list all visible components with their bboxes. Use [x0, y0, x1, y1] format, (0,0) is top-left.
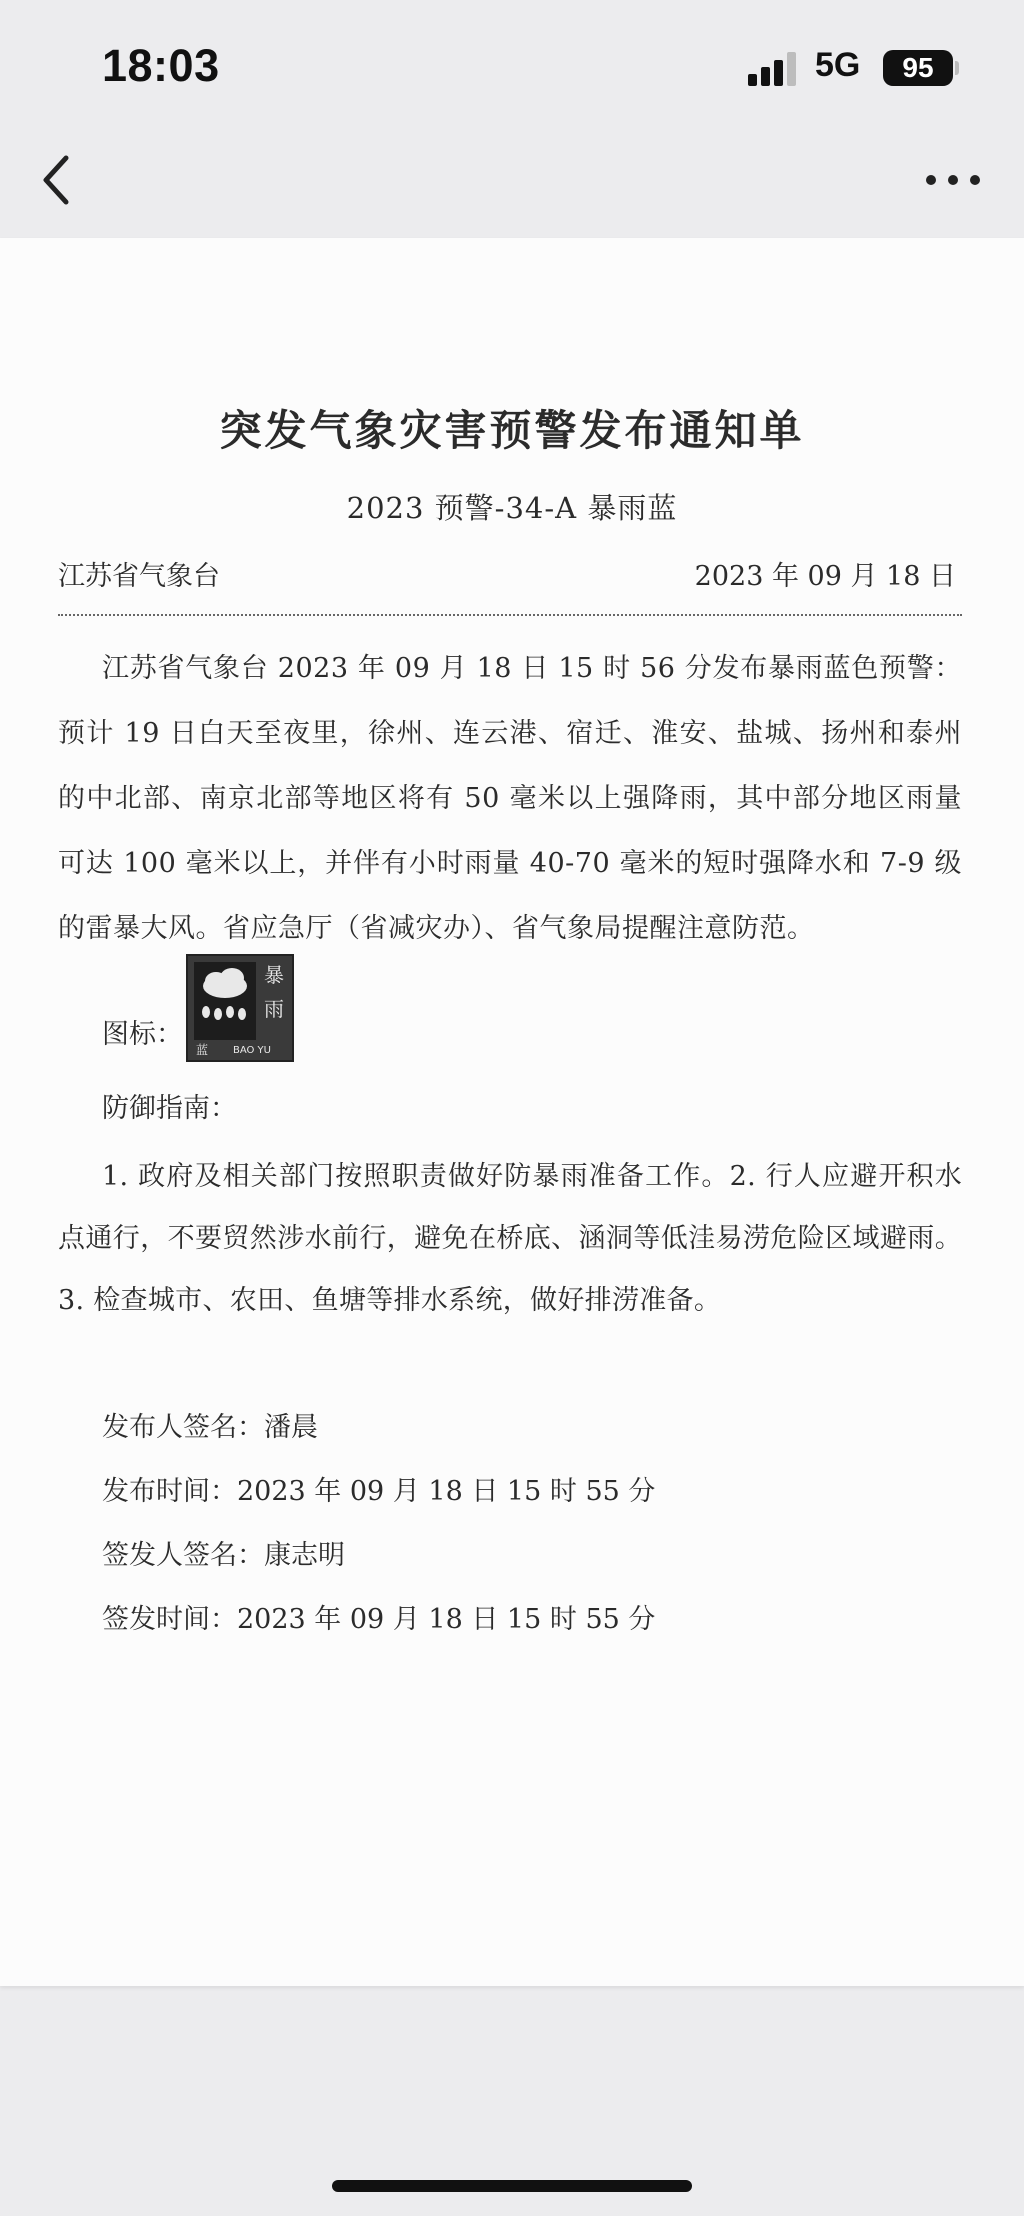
battery-tip	[955, 61, 959, 75]
issue-date: 2023 年 09 月 18 日	[694, 561, 956, 592]
warning-icon-char-bottom: 雨	[264, 997, 284, 1021]
cellular-signal-icon	[748, 52, 800, 86]
signature-block	[102, 1396, 922, 1652]
nav-bar	[0, 120, 1024, 240]
status-bar	[0, 0, 1024, 120]
warning-icon-level: 蓝	[195, 1043, 209, 1057]
approver-signature: 签发人签名：康志明	[102, 1540, 345, 1571]
rainstorm-blue-warning-icon	[186, 954, 294, 1062]
divider	[58, 614, 962, 616]
document-title: 突发气象灾害预警发布通知单	[219, 406, 805, 455]
home-indicator[interactable]	[332, 2180, 692, 2192]
document-page	[0, 238, 1024, 1986]
document-subtitle: 2023 预警-34-A 暴雨蓝	[346, 491, 678, 525]
battery-icon	[883, 50, 953, 86]
publisher-signature: 发布人签名：潘晨	[102, 1412, 318, 1443]
network-type: 5G	[815, 46, 861, 84]
chevron-left-icon[interactable]	[36, 150, 76, 210]
battery-level: 95	[902, 52, 934, 83]
guide-heading: 防御指南：	[102, 1093, 237, 1124]
ellipsis-icon[interactable]	[922, 162, 984, 198]
warning-icon-char-top: 暴	[264, 963, 284, 987]
warning-body: 江苏省气象台 2023 年 09 月 18 日 15 时 56 分发布暴雨蓝色预警：预计 19 日白天至夜里，徐州、连云港、宿迁、淮安、盐城、扬州和泰州的中北部、南京北部等地区将有 50 毫米以上强降雨，其中部分地区雨量可达 100 毫米以上，并伴有小时雨量 40-70 毫米的短时强降水和 7-9 级的雷暴大风。省应急厅（省减灾办）、省气象局提醒注意防范。	[58, 653, 962, 944]
guide-body: 1. 政府及相关部门按照职责做好防暴雨准备工作。2. 行人应避开积水点通行，不要贸然涉水前行，避免在桥底、涵洞等低洼易涝危险区域避雨。3. 检查城市、农田、鱼塘等排水系统，做好排涝准备。	[58, 1161, 962, 1316]
approve-time: 签发时间：2023 年 09 月 18 日 15 时 55 分	[102, 1604, 656, 1635]
issuer: 江苏省气象台	[58, 561, 220, 592]
publish-time: 发布时间：2023 年 09 月 18 日 15 时 55 分	[102, 1476, 656, 1507]
status-time: 18:03	[102, 40, 220, 91]
warning-icon-caption: BAO YU	[232, 1045, 272, 1056]
icon-label: 图标：	[102, 1019, 183, 1050]
